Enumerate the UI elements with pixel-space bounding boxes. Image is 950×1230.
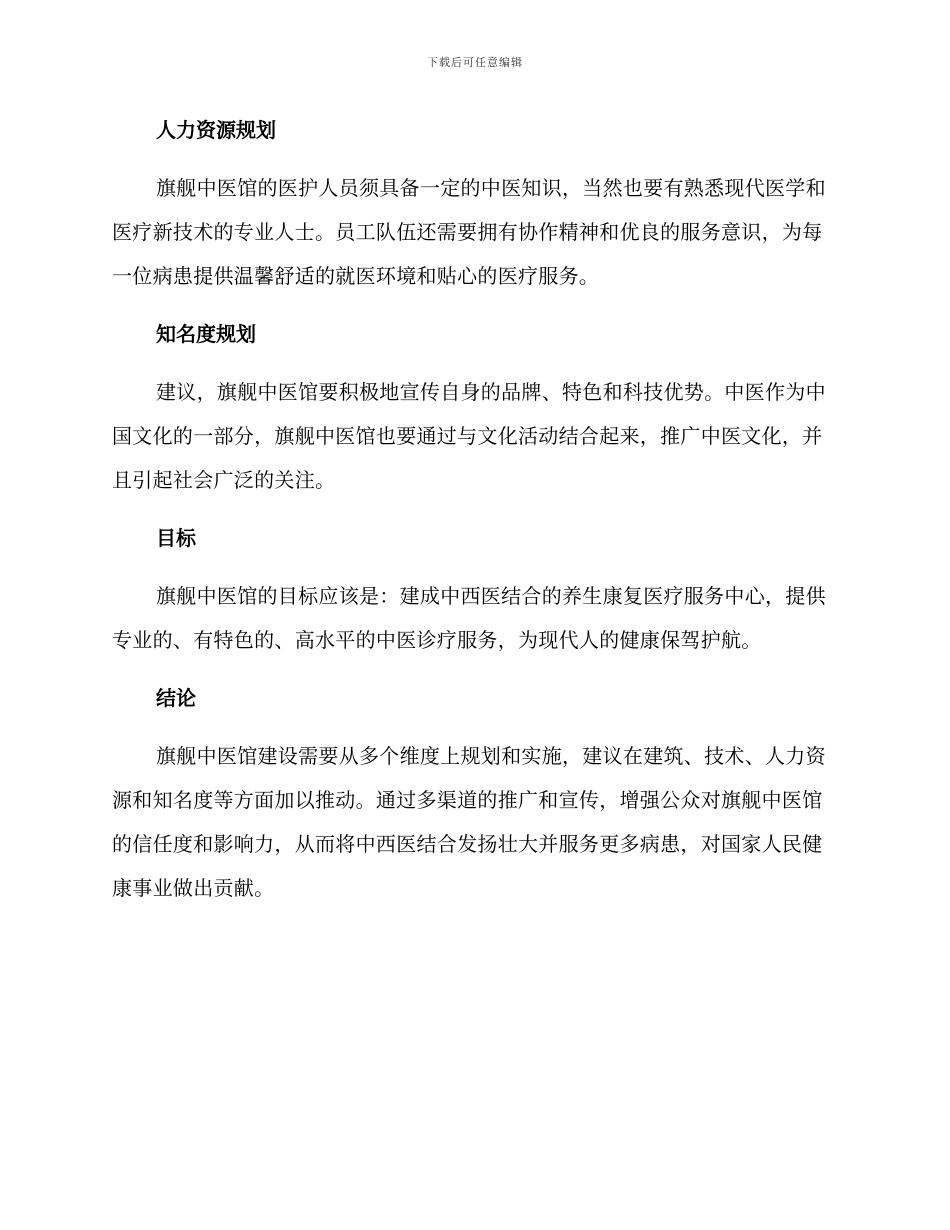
section-paragraph: 旗舰中医馆建设需要从多个维度上规划和实施，建议在建筑、技术、人力资源和知名度等方面加以推动。通过多渠道的推广和宣传，增强公众对旗舰中医馆的信任度和影响力，从而将中西医结合发扬壮大并服务更多病患，对国家人民健康事业做出贡献。 (112, 744, 826, 900)
section-heading: 人力资源规划 (156, 118, 276, 142)
section-heading: 知名度规划 (156, 322, 256, 346)
section-reputation-planning (112, 312, 832, 502)
section-goal (112, 516, 832, 662)
section-heading: 结论 (156, 686, 196, 710)
section-hr-planning (112, 108, 832, 298)
section-heading: 目标 (156, 526, 196, 550)
header-note: 下载后可任意编辑 (427, 56, 523, 69)
section-paragraph: 旗舰中医馆的目标应该是：建成中西医结合的养生康复医疗服务中心，提供专业的、有特色的、高水平的中医诊疗服务，为现代人的健康保驾护航。 (112, 584, 826, 652)
section-conclusion (112, 676, 832, 910)
section-paragraph: 建议，旗舰中医馆要积极地宣传自身的品牌、特色和科技优势。中医作为中国文化的一部分，旗舰中医馆也要通过与文化活动结合起来，推广中医文化，并且引起社会广泛的关注。 (112, 380, 826, 492)
document-body (112, 108, 832, 910)
section-paragraph: 旗舰中医馆的医护人员须具备一定的中医知识，当然也要有熟悉现代医学和医疗新技术的专业人士。员工队伍还需要拥有协作精神和优良的服务意识，为每一位病患提供温馨舒适的就医环境和贴心的医疗服务。 (112, 176, 826, 288)
